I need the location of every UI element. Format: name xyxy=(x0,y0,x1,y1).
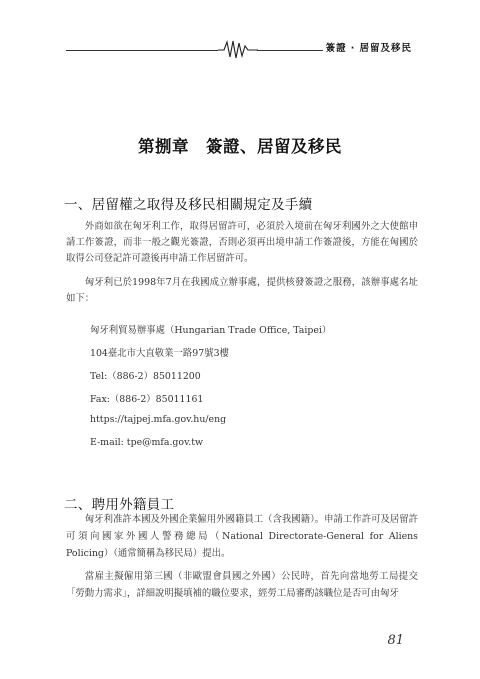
paragraph-foreign-employees: 匈牙利准許本國及外國企業僱用外國籍員工（含我國籍）。申請工作許可及居留許可須向國家外國人警務總局（National Directorate-General for Aliens Policing）（通常簡稱為移民局）提出。 xyxy=(66,514,418,559)
office-fax: Fax:（886-2）85011161 xyxy=(90,394,204,405)
office-email: E-mail: tpe@mfa.gov.tw xyxy=(90,437,204,448)
header-rule-left xyxy=(66,50,218,51)
office-address: 104臺北市大直敬業一路97號3樓 xyxy=(90,348,229,359)
office-phone: Tel:（886-2）85011200 xyxy=(90,371,201,382)
page-number: 81 xyxy=(387,633,404,648)
paragraph-office-intro: 匈牙利已於1998年7月在我國成立辦事處，提供核發簽證之服務，該辦事處名址如下： xyxy=(66,277,418,304)
paragraph-work-visa: 外商如欲在匈牙利工作，取得居留許可，必須於入境前在匈牙利國外之大使館申請工作簽證，而非一般之觀光簽證，否則必須再出境申請工作簽證後，方能在匈國於取得公司登記許可證後再申請工作居留許可。 xyxy=(66,221,418,264)
office-website: https://tajpej.mfa.gov.hu/eng xyxy=(90,414,227,425)
section-title-residence: 一、居留權之取得及移民相關規定及手續 xyxy=(64,197,313,214)
running-header-title: 簽證 ‧ 居留及移民 xyxy=(323,40,412,54)
section-title-employment: 二、聘用外籍員工 xyxy=(64,497,175,514)
chapter-title: 第捌章 簽證、居留及移民 xyxy=(138,137,342,157)
paragraph-third-country: 當雇主擬僱用第三國（非歐盟會員國之外國）公民時，首先向當地勞工局提交「勞動力需求」，詳細說明擬填補的職位要求，經勞工局審酌該職位是否可由匈牙 xyxy=(66,571,418,599)
heartbeat-icon xyxy=(218,38,258,60)
office-name: 匈牙利貿易辦事處（Hungarian Trade Office, Taipei） xyxy=(90,325,332,336)
